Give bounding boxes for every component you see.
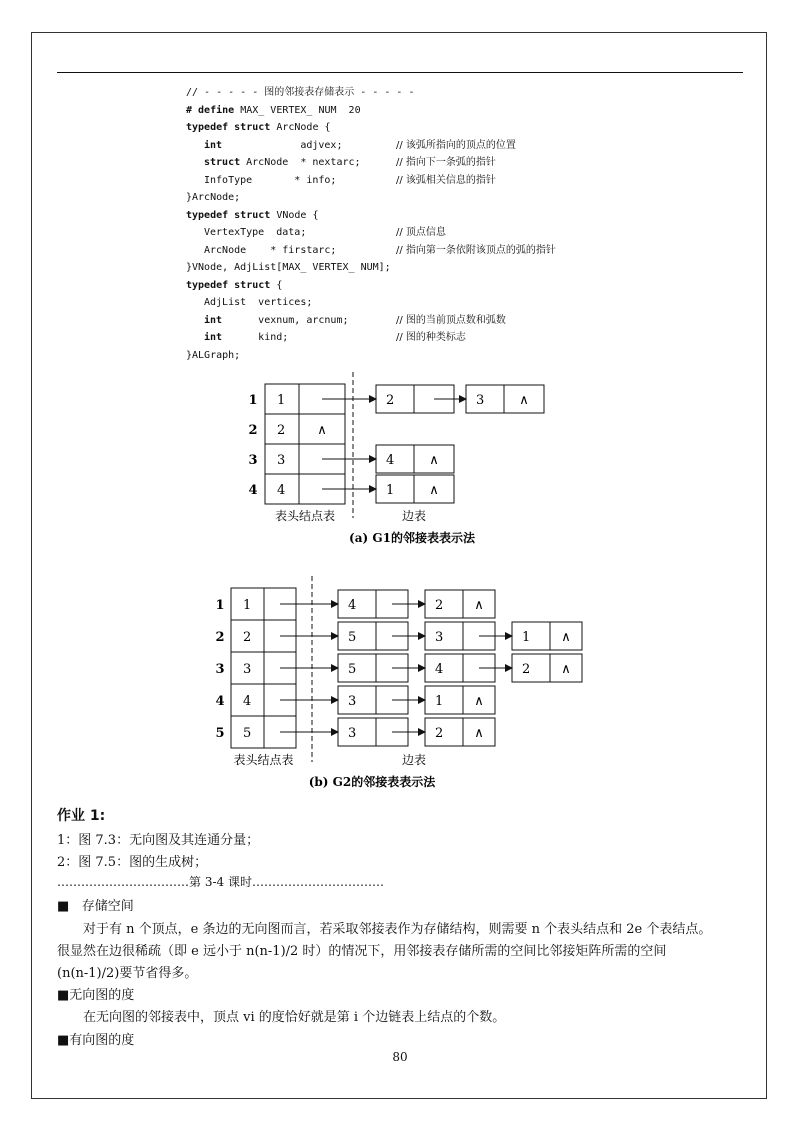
undirected-degree-paragraph: 在无向图的邻接表中，顶点 vi 的度恰好就是第 i 个边链表上结点的个数。: [83, 1010, 506, 1025]
edge-node-vertex-cell: [425, 718, 463, 746]
edge-node-value: 4: [386, 453, 395, 468]
row-label: 4: [215, 694, 225, 709]
head-vertex-value: 1: [277, 393, 286, 408]
head-vertex-value: 4: [277, 483, 286, 498]
head-vertex-value: 4: [243, 694, 252, 709]
edge-node-vertex-cell: [338, 718, 376, 746]
nil-symbol: ∧: [429, 483, 439, 498]
nil-symbol: ∧: [519, 393, 529, 408]
edge-node-vertex-cell: [425, 654, 463, 682]
code-line: [186, 102, 414, 120]
nil-symbol: ∧: [474, 694, 484, 709]
row-label: 3: [215, 662, 225, 677]
code-line: [186, 119, 414, 137]
head-table-label: 表头结点表: [233, 753, 294, 767]
code-comment: // 图的种类标志: [396, 332, 466, 343]
code-keyword: # define: [186, 104, 235, 116]
code-text: }ALGraph;: [186, 349, 241, 361]
code-line: [186, 154, 496, 172]
homework-item-1: 1：图 7.3：无向图及其连通分量；: [57, 833, 260, 848]
edge-node-vertex-cell: [425, 686, 463, 714]
nil-symbol: ∧: [561, 662, 571, 677]
row-label: 1: [215, 598, 225, 613]
code-line: [186, 347, 414, 365]
code-comment: // 顶点信息: [396, 227, 446, 238]
code-line: [186, 207, 414, 225]
code-keyword: typedef struct: [186, 122, 271, 133]
code-keyword: int: [204, 332, 223, 343]
edge-table-label: 边表: [401, 509, 427, 523]
edge-node-value: 3: [476, 393, 485, 408]
code-line: [186, 294, 414, 312]
edge-node-vertex-cell: [338, 590, 376, 618]
figure-a-adjacency-list: [0, 372, 800, 550]
code-text: InfoType * info;: [204, 174, 337, 186]
code-text: MAX_ VERTEX_ NUM 20: [234, 104, 361, 116]
bullet-square: ■: [57, 899, 70, 914]
code-text: ArcNode * firstarc;: [204, 244, 337, 256]
figure-caption: (b) G2的邻接表表示法: [308, 775, 436, 789]
row-label: 4: [248, 483, 258, 498]
edge-node-value: 2: [435, 726, 444, 741]
row-label: 5: [215, 726, 225, 741]
code-text: }VNode, AdjList[MAX_ VERTEX_ NUM];: [186, 262, 391, 273]
head-vertex-value: 3: [243, 662, 252, 677]
code-comment: // 该弧相关信息的指针: [396, 174, 496, 186]
code-comment: // 指向第一条依附该顶点的弧的指针: [396, 244, 556, 256]
edge-node-value: 5: [348, 630, 357, 645]
edge-node-vertex-cell: [466, 385, 504, 413]
code-line: [186, 242, 556, 260]
code-text: AdjList vertices;: [204, 297, 313, 308]
directed-degree-heading: ■有向图的度: [57, 1033, 135, 1048]
storage-paragraph-line: (n(n-1)/2)要节省得多。: [57, 966, 198, 981]
code-comment: // 指向下一条弧的指针: [396, 157, 496, 168]
edge-node-vertex-cell: [425, 622, 463, 650]
code-comment: // 该弧所指向的顶点的位置: [396, 139, 516, 151]
code-comment: // 图的当前顶点数和弧数: [396, 314, 506, 326]
nil-symbol: ∧: [429, 453, 439, 468]
edge-node-vertex-cell: [376, 475, 414, 503]
edge-table-label: 边表: [401, 753, 427, 767]
homework-item-2: 2：图 7.5：图的生成树；: [57, 855, 208, 870]
edge-node-value: 4: [348, 598, 357, 613]
edge-node-vertex-cell: [376, 385, 414, 413]
code-line: [186, 189, 414, 207]
edge-node-value: 2: [386, 393, 395, 408]
code-line: [186, 172, 496, 190]
head-vertex-value: 1: [243, 598, 252, 613]
edge-node-vertex-cell: [338, 654, 376, 682]
edge-node-value: 2: [522, 662, 531, 677]
header-rule: [57, 72, 743, 73]
row-label: 2: [215, 630, 225, 645]
edge-node-value: 5: [348, 662, 357, 677]
code-line: [186, 224, 446, 242]
code-text: adjvex;: [222, 139, 343, 151]
code-keyword: int: [204, 314, 223, 326]
code-line: [186, 137, 516, 155]
edge-node-value: 4: [435, 662, 444, 677]
code-text: kind;: [222, 332, 289, 343]
head-vertex-value: 2: [277, 423, 286, 438]
code-line: [186, 312, 506, 330]
head-vertex-value: 3: [277, 453, 286, 468]
code-line: [186, 329, 466, 347]
edge-node-value: 3: [348, 726, 357, 741]
figure-caption: (a) G1的邻接表表示法: [349, 531, 475, 545]
edge-node-vertex-cell: [425, 590, 463, 618]
storage-title: 存储空间: [81, 899, 134, 914]
code-comment: // - - - - - 图的邻接表存储表示 - - - - -: [186, 87, 415, 98]
code-text: VNode {: [270, 209, 319, 221]
nil-symbol: ∧: [561, 630, 571, 645]
page-number: 80: [392, 1050, 408, 1064]
nil-symbol: ∧: [317, 423, 327, 438]
lesson-divider: ……………………………第 3-4 课时……………………………: [57, 875, 384, 889]
edge-node-vertex-cell: [338, 622, 376, 650]
edge-node-value: 1: [522, 630, 531, 645]
edge-node-value: 1: [435, 694, 444, 709]
row-label: 3: [248, 453, 258, 468]
edge-node-vertex-cell: [338, 686, 376, 714]
code-text: VertexType data;: [204, 227, 307, 238]
edge-node-value: 2: [435, 598, 444, 613]
code-keyword: int: [204, 139, 223, 151]
head-table-label: 表头结点表: [274, 509, 336, 523]
edge-node-value: 3: [435, 630, 444, 645]
code-line: [186, 277, 414, 295]
storage-paragraph-line: 对于有 n 个顶点，e 条边的无向图而言，若采取邻接表作为存储结构，则需要 n 个表头结点和 2e 个表结点。: [83, 922, 712, 937]
code-text: ArcNode * nextarc;: [240, 157, 361, 168]
row-label: 2: [248, 423, 258, 438]
undirected-degree-heading: ■无向图的度: [57, 988, 135, 1003]
figure-b-adjacency-list: [0, 572, 800, 797]
code-text: }ArcNode;: [186, 192, 241, 203]
code-text: ArcNode {: [270, 122, 331, 133]
storage-paragraph-line: 很显然在边很稀疏（即 e 远小于 n(n-1)/2 时）的情况下，用邻接表存储所需的空间比邻接矩阵所需的空间: [57, 944, 667, 959]
code-line: [186, 84, 414, 102]
edge-node-value: 1: [386, 483, 395, 498]
nil-symbol: ∧: [474, 726, 484, 741]
code-keyword: struct: [204, 157, 241, 168]
edge-node-vertex-cell: [376, 445, 414, 473]
homework-title: 作业 1:: [57, 808, 106, 824]
nil-symbol: ∧: [474, 598, 484, 613]
row-label: 1: [248, 393, 258, 408]
code-listing: [186, 84, 556, 364]
head-vertex-value: 2: [243, 630, 252, 645]
edge-node-vertex-cell: [512, 622, 550, 650]
code-keyword: typedef struct: [186, 209, 271, 221]
code-line: [186, 259, 414, 277]
storage-heading: [57, 895, 134, 914]
edge-node-value: 3: [348, 694, 357, 709]
edge-node-vertex-cell: [512, 654, 550, 682]
code-text: {: [270, 279, 283, 291]
head-vertex-value: 5: [243, 726, 252, 741]
code-keyword: typedef struct: [186, 279, 271, 291]
code-text: vexnum, arcnum;: [222, 314, 349, 326]
